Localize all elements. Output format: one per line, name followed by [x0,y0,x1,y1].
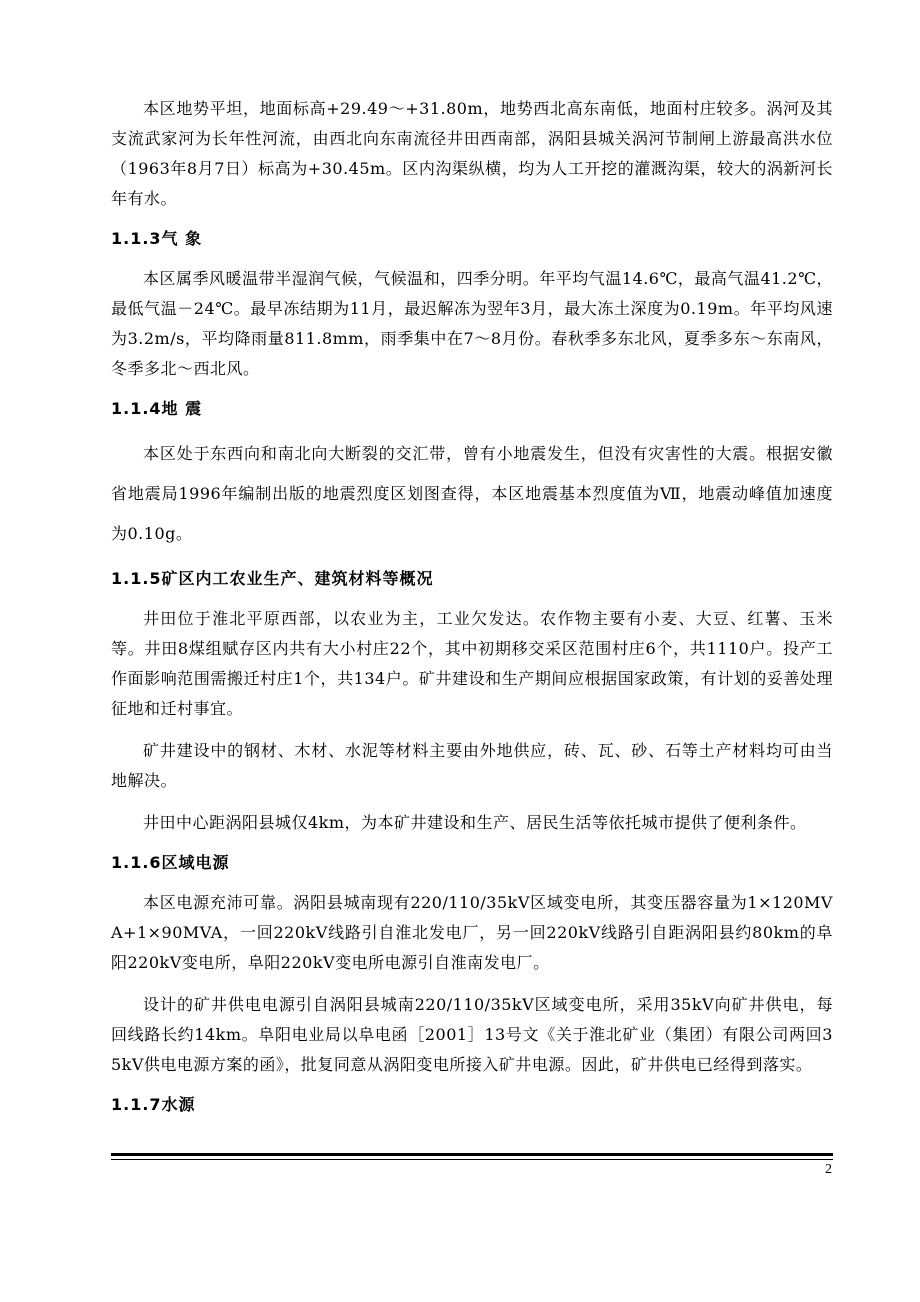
heading-climate: 1.1.3气 象 [111,229,203,248]
paragraph-agriculture-3: 井田中心距涡阳县城仅4km，为本矿井建设和生产、居民生活等依托城市提供了便利条件。 [143,813,807,832]
paragraph-climate: 本区属季风暖温带半湿润气候，气候温和，四季分明。年平均气温14.6℃，最高气温41.2℃，最低气温－24℃。最早冻结期为11月，最迟解冻为翌年3月，最大冻土深度为0.19m。年平均风速为3.2m/s，平均降雨量811.8mm，雨季集中在7～8月份。春秋季多东北风，夏季多东～东南风，冬季多北～西北风。 [111,269,833,378]
page-body [111,94,833,1120]
heading-power: 1.1.6区域电源 [111,853,230,872]
page-number: 2 [825,1162,832,1177]
heading-earthquake: 1.1.4地 震 [111,399,203,418]
paragraph-power-1: 本区电源充沛可靠。涡阳县城南现有220/110/35kV区域变电所，其变压器容量为1×120MVA+1×90MVA，一回220kV线路引自淮北发电厂，另一回220kV线路引自距涡阳县约80km的阜阳220kV变电所，阜阳220kV变电所电源引自淮南发电厂。 [111,893,833,972]
paragraph-agriculture-1: 井田位于淮北平原西部，以农业为主，工业欠发达。农作物主要有小麦、大豆、红薯、玉米等。井田8煤组赋存区内共有大小村庄22个，其中初期移交采区范围村庄6个，共1110户。投产工作面影响范围需搬迁村庄1个，共134户。矿井建设和生产期间应根据国家政策，有计划的妥善处理征地和迁村事宜。 [111,609,833,718]
heading-water: 1.1.7水源 [111,1095,196,1114]
paragraph-terrain: 本区地势平坦，地面标高+29.49～+31.80m，地势西北高东南低，地面村庄较多。涡河及其支流武家河为长年性河流，由西北向东南流径井田西南部，涡阳县城关涡河节制闸上游最高洪水位（1963年8月7日）标高为+30.45m。区内沟渠纵横，均为人工开挖的灌溉沟渠，较大的涡新河长年有水。 [111,99,833,208]
footer-rule-thin [111,1159,833,1160]
heading-agriculture: 1.1.5矿区内工农业生产、建筑材料等概况 [111,569,434,588]
footer-rule-thick [111,1153,833,1156]
paragraph-power-2: 设计的矿井供电电源引自涡阳县城南220/110/35kV区域变电所，采用35kV向矿井供电，每回线路长约14km。阜阳电业局以阜电函［2001］13号文《关于淮北矿业（集团）有限公司两回35kV供电电源方案的函》，批复同意从涡阳变电所接入矿井电源。因此，矿井供电已经得到落实。 [111,995,833,1074]
paragraph-agriculture-2: 矿井建设中的钢材、木材、水泥等材料主要由外地供应，砖、瓦、砂、石等土产材料均可由当地解决。 [111,741,833,790]
paragraph-earthquake: 本区处于东西向和南北向大断裂的交汇带，曾有小地震发生，但没有灾害性的大震。根据安徽省地震局1996年编制出版的地震烈度区划图查得，本区地震基本烈度值为Ⅶ，地震动峰值加速度为0.10g。 [111,444,833,543]
